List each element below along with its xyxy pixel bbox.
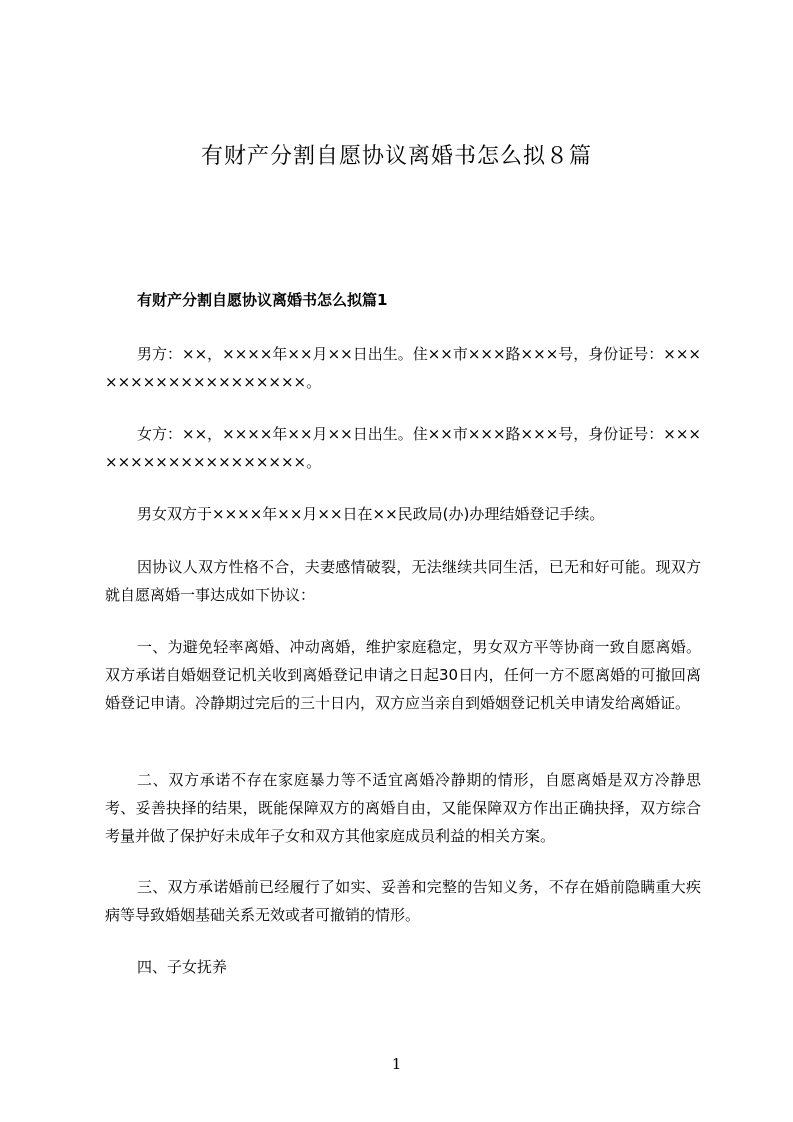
paragraph-clause-one: 一、为避免轻率离婚、冲动离婚，维护家庭稳定，男女双方平等协商一致自愿离婚。双方承诺自婚姻登记机关收到离婚登记申请之日起30日内，任何一方不愿离婚的可撤回离婚登记申请。冷静期过完后的三十日内，双方应当亲自到婚姻登记机关申请发给离婚证。 bbox=[105, 638, 701, 712]
paragraph-female-party: 女方：××，××××年××月××日出生。住××市×××路×××号，身份证号：×××××××××××××××××××。 bbox=[105, 425, 701, 471]
paragraph-reason: 因协议人双方性格不合，夫妻感情破裂，无法继续共同生活，已无和好可能。现双方就自愿离婚一事达成如下协议： bbox=[105, 558, 701, 604]
paragraph-marriage-registration: 男女双方于××××年××月××日在××民政局(办)办理结婚登记手续。 bbox=[137, 505, 605, 523]
paragraph-clause-two: 二、双方承诺不存在家庭暴力等不适宜离婚冷静期的情形，自愿离婚是双方冷静思考、妥善抉择的结果，既能保障双方的离婚自由，又能保障双方作出正确抉择，双方综合考量并做了保护好未成年子女和双方其他家庭成员利益的相关方案。 bbox=[105, 771, 701, 845]
paragraph-clause-three: 三、双方承诺婚前已经履行了如实、妥善和完整的告知义务，不存在婚前隐瞒重大疾病等导致婚姻基础关系无效或者可撤销的情形。 bbox=[105, 878, 701, 924]
page-number: 1 bbox=[391, 1055, 402, 1073]
section-heading: 有财产分割自愿协议离婚书怎么拟篇1 bbox=[137, 291, 388, 309]
paragraph-clause-four-heading: 四、子女抚养 bbox=[137, 958, 228, 976]
document-title: 有财产分割自愿协议离婚书怎么拟８篇 bbox=[200, 144, 592, 169]
paragraph-male-party: 男方：××，××××年××月××日出生。住××市×××路×××号，身份证号：×××××××××××××××××××。 bbox=[105, 345, 701, 391]
